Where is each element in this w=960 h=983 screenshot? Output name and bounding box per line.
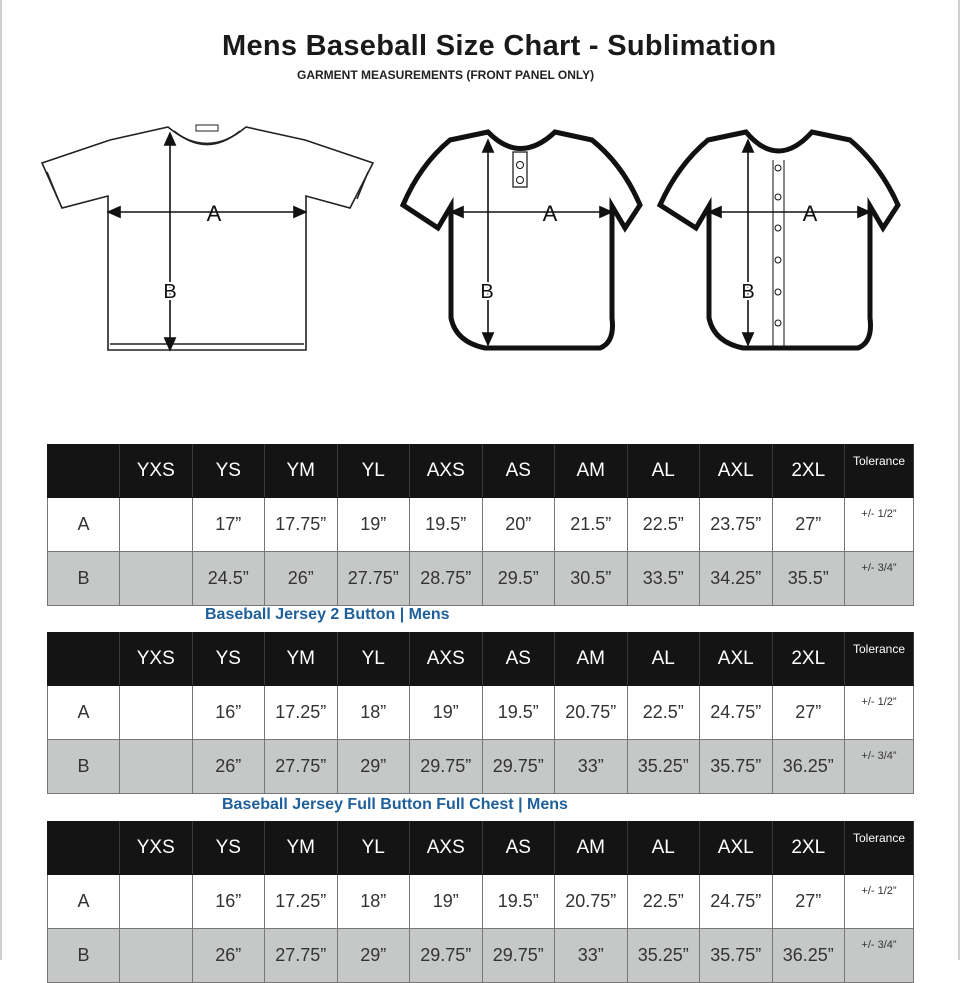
value-cell: 29” <box>337 929 410 983</box>
value-cell: 24.75” <box>700 875 773 929</box>
value-cell: 21.5” <box>555 498 628 552</box>
header-size: AM <box>555 633 628 686</box>
row-label: A <box>48 686 120 740</box>
row-label: A <box>48 498 120 552</box>
header-size: YL <box>337 445 410 498</box>
value-cell: 16” <box>192 875 265 929</box>
header-size: AL <box>627 633 700 686</box>
value-cell: 20.75” <box>555 875 628 929</box>
value-cell: 35.25” <box>627 740 700 794</box>
value-cell: 26” <box>192 740 265 794</box>
table-row-a <box>48 875 914 929</box>
value-cell: 23.75” <box>700 498 773 552</box>
table-header-row <box>48 633 914 686</box>
value-cell: 33” <box>555 740 628 794</box>
full-button-jersey-diagram <box>660 132 898 348</box>
value-cell: 17.25” <box>265 686 338 740</box>
header-size: AXL <box>700 822 773 875</box>
value-cell: 27.75” <box>265 929 338 983</box>
value-cell <box>120 552 193 606</box>
value-cell: 27” <box>772 498 845 552</box>
header-size: YM <box>265 633 338 686</box>
table-caption-full-button: Baseball Jersey Full Button Full Chest | Mens <box>222 796 568 813</box>
value-cell: 26” <box>265 552 338 606</box>
table-row-b <box>48 929 914 983</box>
value-cell: 19” <box>410 875 483 929</box>
two-button-label-b: B <box>480 281 494 303</box>
header-size: AL <box>627 822 700 875</box>
tshirt-diagram <box>42 125 373 350</box>
header-size: YXS <box>120 633 193 686</box>
header-size: 2XL <box>772 822 845 875</box>
tshirt-label-b: B <box>163 281 177 303</box>
row-label: A <box>48 875 120 929</box>
table-row-b <box>48 740 914 794</box>
header-size: AXS <box>410 445 483 498</box>
value-cell: 27” <box>772 875 845 929</box>
page-title: Mens Baseball Size Chart - Sublimation <box>222 30 777 62</box>
value-cell <box>120 929 193 983</box>
tolerance-cell: +/- 3/4” <box>845 929 914 983</box>
table-row-a <box>48 686 914 740</box>
value-cell: 27” <box>772 686 845 740</box>
header-size: AS <box>482 633 555 686</box>
value-cell: 28.75” <box>410 552 483 606</box>
value-cell: 17” <box>192 498 265 552</box>
table-header-row <box>48 445 914 498</box>
value-cell: 27.75” <box>337 552 410 606</box>
size-table-tshirt <box>47 444 914 606</box>
value-cell: 35.75” <box>700 929 773 983</box>
header-size: YS <box>192 633 265 686</box>
table-row-a <box>48 498 914 552</box>
value-cell: 19.5” <box>482 875 555 929</box>
header-tolerance: Tolerance <box>845 633 914 686</box>
header-size: AM <box>555 822 628 875</box>
value-cell: 17.75” <box>265 498 338 552</box>
size-table-full-button <box>47 821 914 983</box>
header-size: AL <box>627 445 700 498</box>
value-cell: 19” <box>337 498 410 552</box>
value-cell: 29.75” <box>482 740 555 794</box>
garment-diagrams <box>0 110 960 360</box>
row-label: B <box>48 929 120 983</box>
value-cell <box>120 875 193 929</box>
tshirt-label-a: A <box>206 201 222 226</box>
value-cell: 16” <box>192 686 265 740</box>
table-caption-two-button: Baseball Jersey 2 Button | Mens <box>205 606 450 623</box>
size-table-two-button <box>47 632 914 794</box>
header-size: YS <box>192 445 265 498</box>
value-cell: 36.25” <box>772 929 845 983</box>
header-size: AXL <box>700 633 773 686</box>
value-cell <box>120 498 193 552</box>
header-size: 2XL <box>772 445 845 498</box>
page-subtitle: GARMENT MEASUREMENTS (FRONT PANEL ONLY) <box>297 68 595 82</box>
header-empty-cell <box>48 822 120 875</box>
header-empty-cell <box>48 445 120 498</box>
header-size: YXS <box>120 445 193 498</box>
two-button-label-a: A <box>542 201 558 226</box>
value-cell: 29.75” <box>482 929 555 983</box>
header-size: AM <box>555 445 628 498</box>
header-size: 2XL <box>772 633 845 686</box>
header-size: AS <box>482 822 555 875</box>
header-size: YS <box>192 822 265 875</box>
value-cell: 20” <box>482 498 555 552</box>
value-cell <box>120 740 193 794</box>
value-cell: 18” <box>337 875 410 929</box>
value-cell: 19.5” <box>410 498 483 552</box>
header-tolerance: Tolerance <box>845 445 914 498</box>
header-tolerance: Tolerance <box>845 822 914 875</box>
tolerance-cell: +/- 1/2” <box>845 686 914 740</box>
header-size: AXS <box>410 822 483 875</box>
full-button-label-a: A <box>802 201 818 226</box>
header-size: YXS <box>120 822 193 875</box>
value-cell: 29.5” <box>482 552 555 606</box>
value-cell: 22.5” <box>627 875 700 929</box>
header-size: AXL <box>700 445 773 498</box>
value-cell: 22.5” <box>627 686 700 740</box>
row-label: B <box>48 552 120 606</box>
header-size: YM <box>265 445 338 498</box>
value-cell: 17.25” <box>265 875 338 929</box>
tolerance-cell: +/- 1/2” <box>845 875 914 929</box>
header-empty-cell <box>48 633 120 686</box>
header-size: AXS <box>410 633 483 686</box>
value-cell <box>120 686 193 740</box>
full-button-label-b: B <box>741 281 755 303</box>
value-cell: 20.75” <box>555 686 628 740</box>
tolerance-cell: +/- 1/2” <box>845 498 914 552</box>
header-size: YL <box>337 822 410 875</box>
table-header-row <box>48 822 914 875</box>
value-cell: 18” <box>337 686 410 740</box>
value-cell: 19.5” <box>482 686 555 740</box>
header-size: YL <box>337 633 410 686</box>
table-row-b <box>48 552 914 606</box>
value-cell: 33.5” <box>627 552 700 606</box>
value-cell: 26” <box>192 929 265 983</box>
value-cell: 27.75” <box>265 740 338 794</box>
header-size: AS <box>482 445 555 498</box>
value-cell: 29.75” <box>410 929 483 983</box>
value-cell: 24.75” <box>700 686 773 740</box>
header-size: YM <box>265 822 338 875</box>
value-cell: 29” <box>337 740 410 794</box>
value-cell: 19” <box>410 686 483 740</box>
value-cell: 35.75” <box>700 740 773 794</box>
tolerance-cell: +/- 3/4” <box>845 740 914 794</box>
value-cell: 22.5” <box>627 498 700 552</box>
two-button-jersey-diagram <box>403 132 640 348</box>
value-cell: 35.25” <box>627 929 700 983</box>
value-cell: 36.25” <box>772 740 845 794</box>
row-label: B <box>48 740 120 794</box>
value-cell: 24.5” <box>192 552 265 606</box>
value-cell: 30.5” <box>555 552 628 606</box>
value-cell: 33” <box>555 929 628 983</box>
value-cell: 29.75” <box>410 740 483 794</box>
tolerance-cell: +/- 3/4” <box>845 552 914 606</box>
value-cell: 34.25” <box>700 552 773 606</box>
value-cell: 35.5” <box>772 552 845 606</box>
